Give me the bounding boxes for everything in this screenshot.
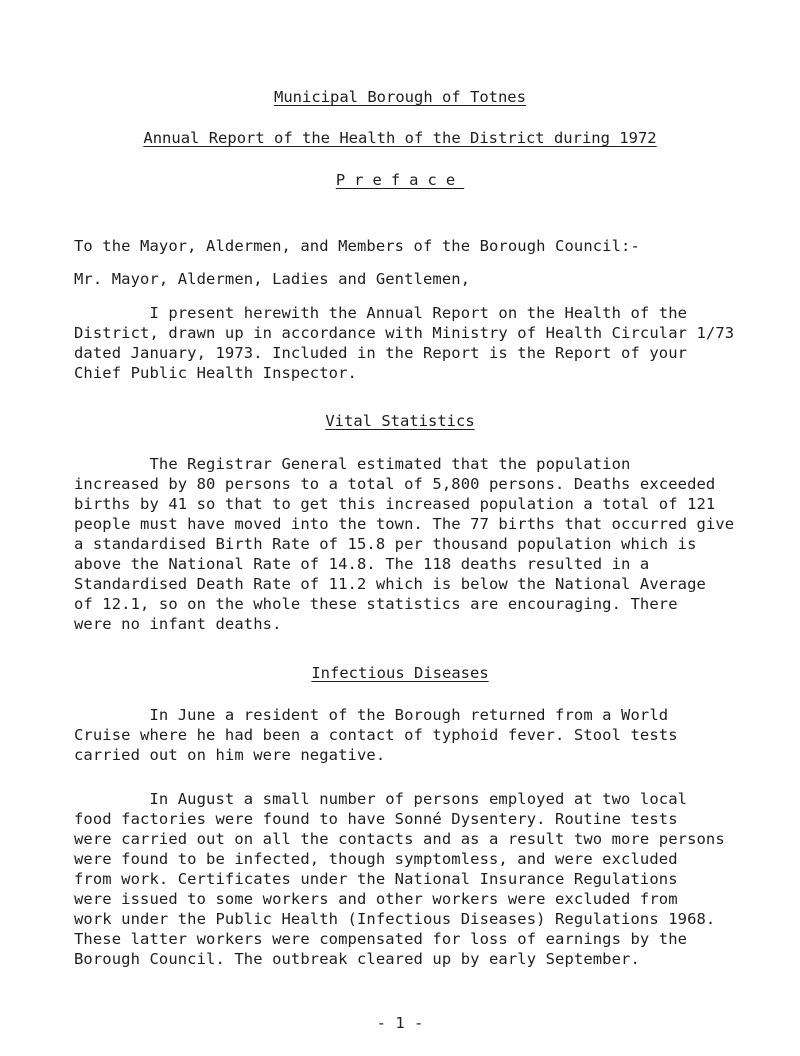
paragraph-line: were carried out on all the contacts and as a result two more persons <box>74 830 725 848</box>
paragraph-line: carried out on him were negative. <box>74 746 386 764</box>
paragraph-line: above the National Rate of 14.8. The 118 deaths resulted in a <box>74 555 650 573</box>
paragraph-line: Borough Council. The outbreak cleared up by early September. <box>74 950 640 968</box>
paragraph-line: were issued to some workers and other workers were excluded from <box>74 890 678 908</box>
paragraph-line: food factories were found to have Sonné Dysentery. Routine tests <box>74 810 678 828</box>
paragraph-line: of 12.1, so on the whole these statistics are encouraging. There <box>74 595 678 613</box>
paragraph-line: Chief Public Health Inspector. <box>74 364 357 382</box>
addressee-line: To the Mayor, Aldermen, and Members of the Borough Council:- <box>74 237 640 255</box>
paragraph-line: Cruise where he had been a contact of typhoid fever. Stool tests <box>74 726 678 744</box>
paragraph-line: These latter workers were compensated for loss of earnings by the <box>74 930 688 948</box>
greeting-line: Mr. Mayor, Aldermen, Ladies and Gentlemen, <box>74 270 471 288</box>
paragraph-line: In August a small number of persons employed at two local <box>74 790 688 808</box>
paragraph-line: Standardised Death Rate of 11.2 which is below the National Average <box>74 575 706 593</box>
paragraph-line: work under the Public Health (Infectious Diseases) Regulations 1968. <box>74 910 716 928</box>
page-number: - 1 - <box>376 1014 424 1032</box>
report-title: Annual Report of the Health of the District during 1972 <box>143 129 657 147</box>
paragraph-line: District, drawn up in accordance with Ministry of Health Circular 1/73 <box>74 324 735 342</box>
paragraph-line: from work. Certificates under the National Insurance Regulations <box>74 870 678 888</box>
vital-statistics-heading: Vital Statistics <box>325 412 475 430</box>
paragraph-line: increased by 80 persons to a total of 5,800 persons. Deaths exceeded <box>74 475 716 493</box>
infectious-diseases-heading: Infectious Diseases <box>311 664 489 682</box>
paragraph-line: The Registrar General estimated that the population <box>74 455 631 473</box>
paragraph-line: I present herewith the Annual Report on the Health of the <box>74 304 688 322</box>
paragraph-line: were found to be infected, though symptomless, and were excluded <box>74 850 678 868</box>
paragraph-line: were no infant deaths. <box>74 615 282 633</box>
preface-heading: Preface <box>335 171 465 189</box>
paragraph-line: births by 41 so that to get this increased population a total of 121 <box>74 495 716 513</box>
paragraph-line: dated January, 1973. Included in the Report is the Report of your <box>74 344 688 362</box>
paragraph-line: people must have moved into the town. The 77 births that occurred give <box>74 515 735 533</box>
paragraph-line: a standardised Birth Rate of 15.8 per thousand population which is <box>74 535 697 553</box>
paragraph-line: In June a resident of the Borough returned from a World <box>74 706 669 724</box>
borough-heading: Municipal Borough of Totnes <box>274 88 526 106</box>
